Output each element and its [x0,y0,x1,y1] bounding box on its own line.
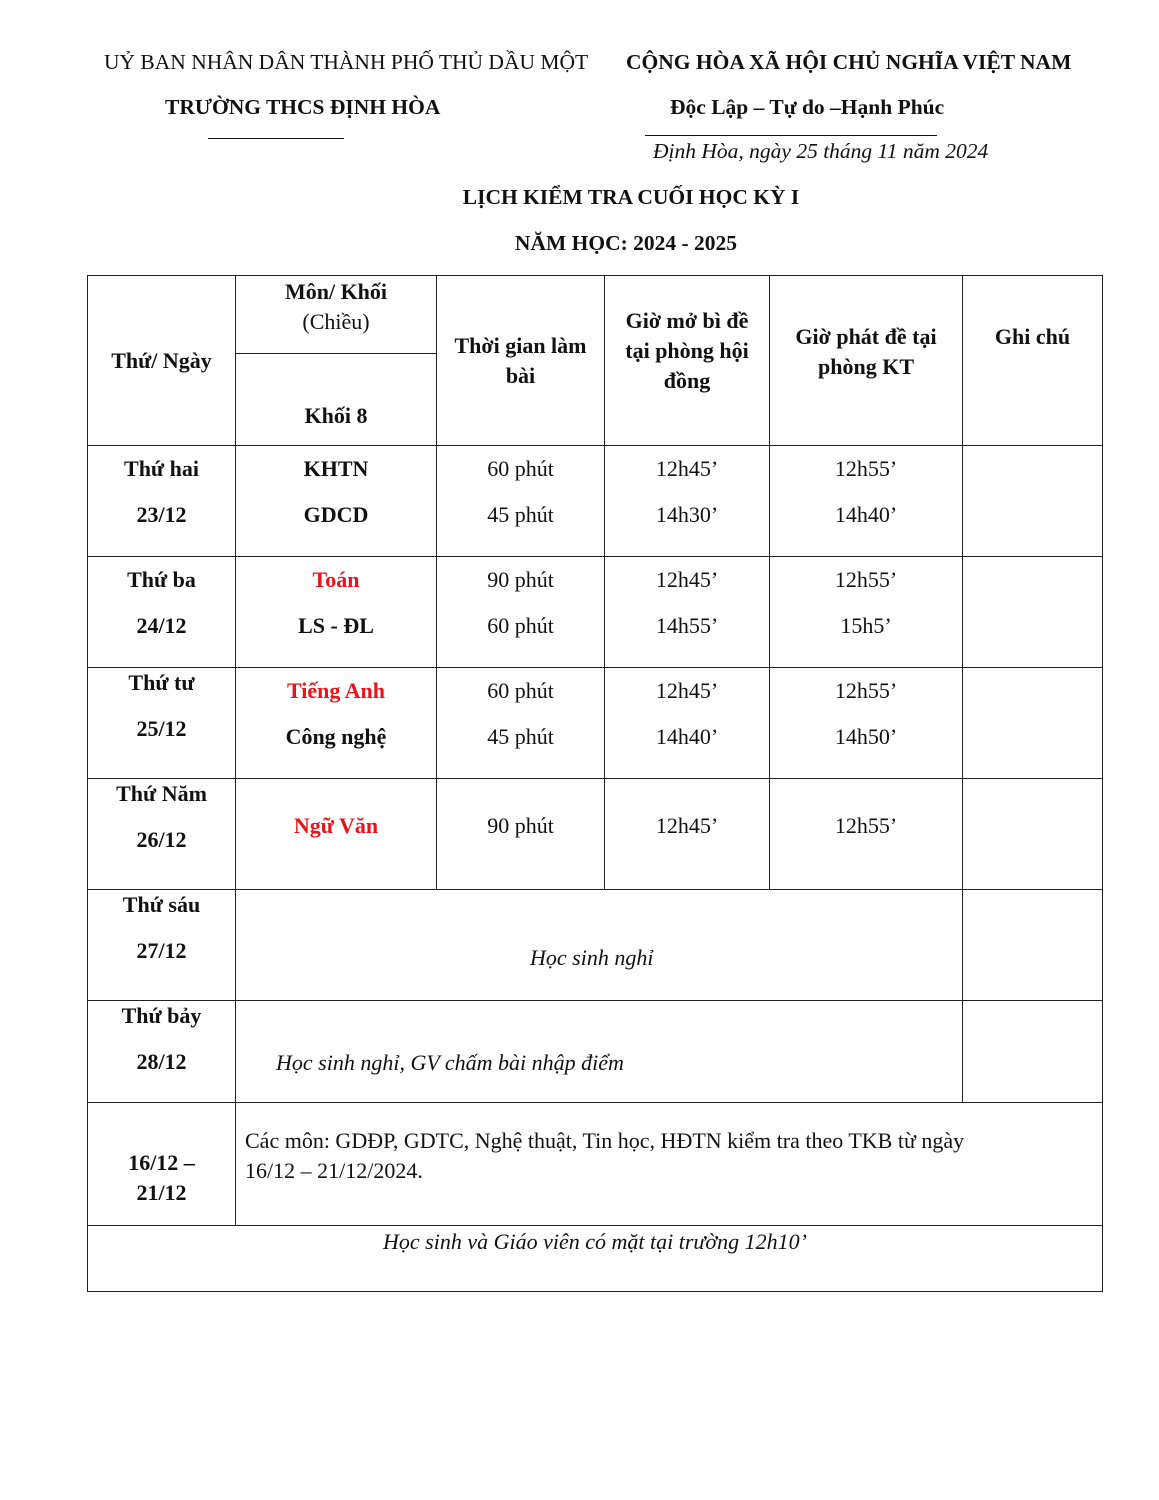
table-row [88,668,1103,779]
school-name: TRƯỜNG THCS ĐỊNH HÒA [165,95,441,119]
table-row [88,1103,1103,1226]
footer-note: Học sinh và Giáo viên có mặt tại trường 12h10’ [88,1226,1103,1292]
table-row [88,557,1103,668]
header-note: Ghi chú [963,276,1103,446]
table-row [88,446,1103,557]
header-open-time: Giờ mở bì đề tại phòng hội đồng [605,276,770,446]
header-hand-out: Giờ phát đề tại phòng KT [770,276,963,446]
header-subject: Môn/ Khối (Chiều) [236,276,437,354]
school-year: NĂM HỌC: 2024 - 2025 [514,231,738,255]
header-row [88,276,1103,354]
row-open-times: 12h45’ 14h30’ [605,446,770,557]
row-handout-times: 12h55’ 14h40’ [770,446,963,557]
row-merged-note: Học sinh nghỉ [236,890,963,1001]
row-durations: 90 phút 60 phút [437,557,605,668]
row-durations: 60 phút 45 phút [437,668,605,779]
row-note [963,446,1103,557]
row-open-times: 12h45’ 14h55’ [605,557,770,668]
table-footer-row [88,1226,1103,1292]
authority-name: UỶ BAN NHÂN DÂN THÀNH PHỐ THỦ DẦU MỘT [104,50,589,74]
header-duration: Thời gian làm bài [437,276,605,446]
row-open-times: 12h45’ [605,779,770,890]
row-merged-note: Học sinh nghỉ, GV chấm bài nhập điểm [236,1001,963,1103]
row-note [963,557,1103,668]
exam-schedule-table [87,275,1103,1292]
page-title: LỊCH KIỂM TRA CUỐI HỌC KỲ I [462,185,800,209]
document-date: Định Hòa, ngày 25 tháng 11 năm 2024 [653,139,989,163]
row-subjects: Toán LS - ĐL [236,557,437,668]
row-handout-times: 12h55’ 14h50’ [770,668,963,779]
row-note [963,890,1103,1001]
right-divider [645,135,937,136]
national-title: CỘNG HÒA XÃ HỘI CHỦ NGHĨA VIỆT NAM [626,50,1072,74]
row-day: Thứ sáu 27/12 [88,890,236,1001]
row-subjects: Ngữ Văn [236,779,437,890]
row-other-subjects: Các môn: GDĐP, GDTC, Nghệ thuật, Tin học, HĐTN kiểm tra theo TKB từ ngày 16/12 – 21/12/2024. [236,1103,1103,1226]
table-row [88,779,1103,890]
row-day: Thứ Năm 26/12 [88,779,236,890]
row-handout-times: 12h55’ 15h5’ [770,557,963,668]
row-day: Thứ ba 24/12 [88,557,236,668]
row-handout-times: 12h55’ [770,779,963,890]
table-row [88,1001,1103,1103]
row-day: Thứ bảy 28/12 [88,1001,236,1103]
header-grade: Khối 8 [236,354,437,446]
row-subjects: Tiếng Anh Công nghệ [236,668,437,779]
row-subjects: KHTN GDCD [236,446,437,557]
row-note [963,668,1103,779]
row-note [963,779,1103,890]
row-open-times: 12h45’ 14h40’ [605,668,770,779]
header-day: Thứ/ Ngày [88,276,236,446]
row-day: Thứ hai 23/12 [88,446,236,557]
row-durations: 60 phút 45 phút [437,446,605,557]
row-durations: 90 phút [437,779,605,890]
row-date-range: 16/12 – 21/12 [88,1103,236,1226]
left-divider [208,138,344,139]
row-day: Thứ tư 25/12 [88,668,236,779]
row-note [963,1001,1103,1103]
table-row [88,890,1103,1001]
national-motto: Độc Lập – Tự do –Hạnh Phúc [670,95,945,119]
